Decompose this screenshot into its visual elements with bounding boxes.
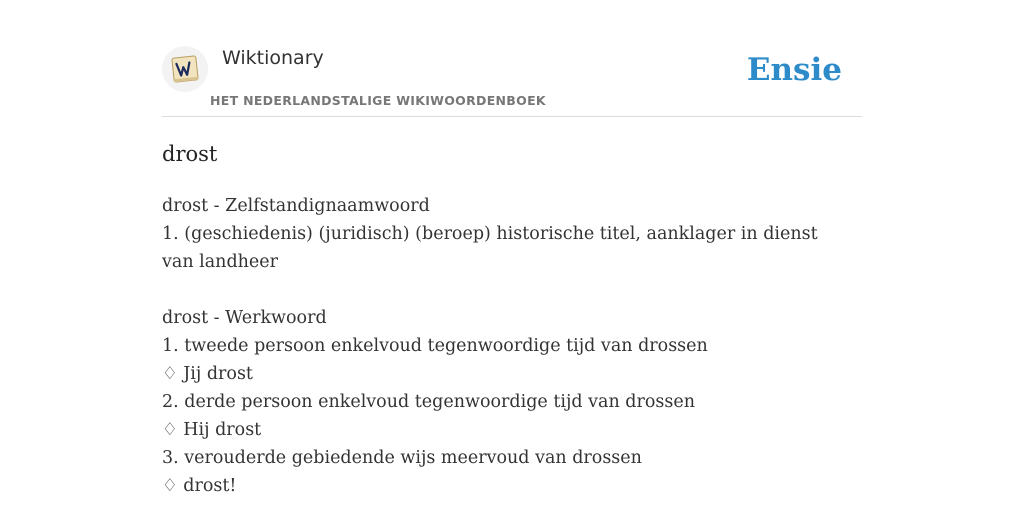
site-header [162, 40, 862, 117]
ensie-brand-logo[interactable]: Ensie [746, 52, 842, 88]
entry-separator [162, 276, 842, 304]
entry-noun [162, 192, 842, 276]
example-line: ♢ Jij drost [162, 364, 253, 384]
definition-line: 3. verouderde gebiedende wijs meervoud van drossen [162, 448, 642, 468]
entry-heading: drost - Zelfstandignaamwoord [162, 196, 430, 216]
definition-line: 2. derde persoon enkelvoud tegenwoordige tijd van drossen [162, 392, 695, 412]
site-tagline: HET NEDERLANDSTALIGE WIKIWOORDENBOEK [210, 93, 546, 108]
example-line: ♢ Hij drost [162, 420, 262, 440]
entry-verb [162, 304, 842, 500]
definition-line: 1. tweede persoon enkelvoud tegenwoordige tijd van drossen [162, 336, 708, 356]
definition-entries [162, 192, 842, 500]
site-name[interactable]: Wiktionary [222, 47, 324, 69]
definition-line: 1. (geschiedenis) (juridisch) (beroep) historische titel, aanklager in dienst van landheer [162, 224, 818, 272]
wiktionary-logo-icon[interactable] [162, 46, 208, 92]
entry-heading: drost - Werkwoord [162, 308, 327, 328]
example-line: ♢ drost! [162, 476, 237, 496]
page-title: drost [162, 142, 218, 166]
logo-tile-graphic [168, 52, 202, 86]
